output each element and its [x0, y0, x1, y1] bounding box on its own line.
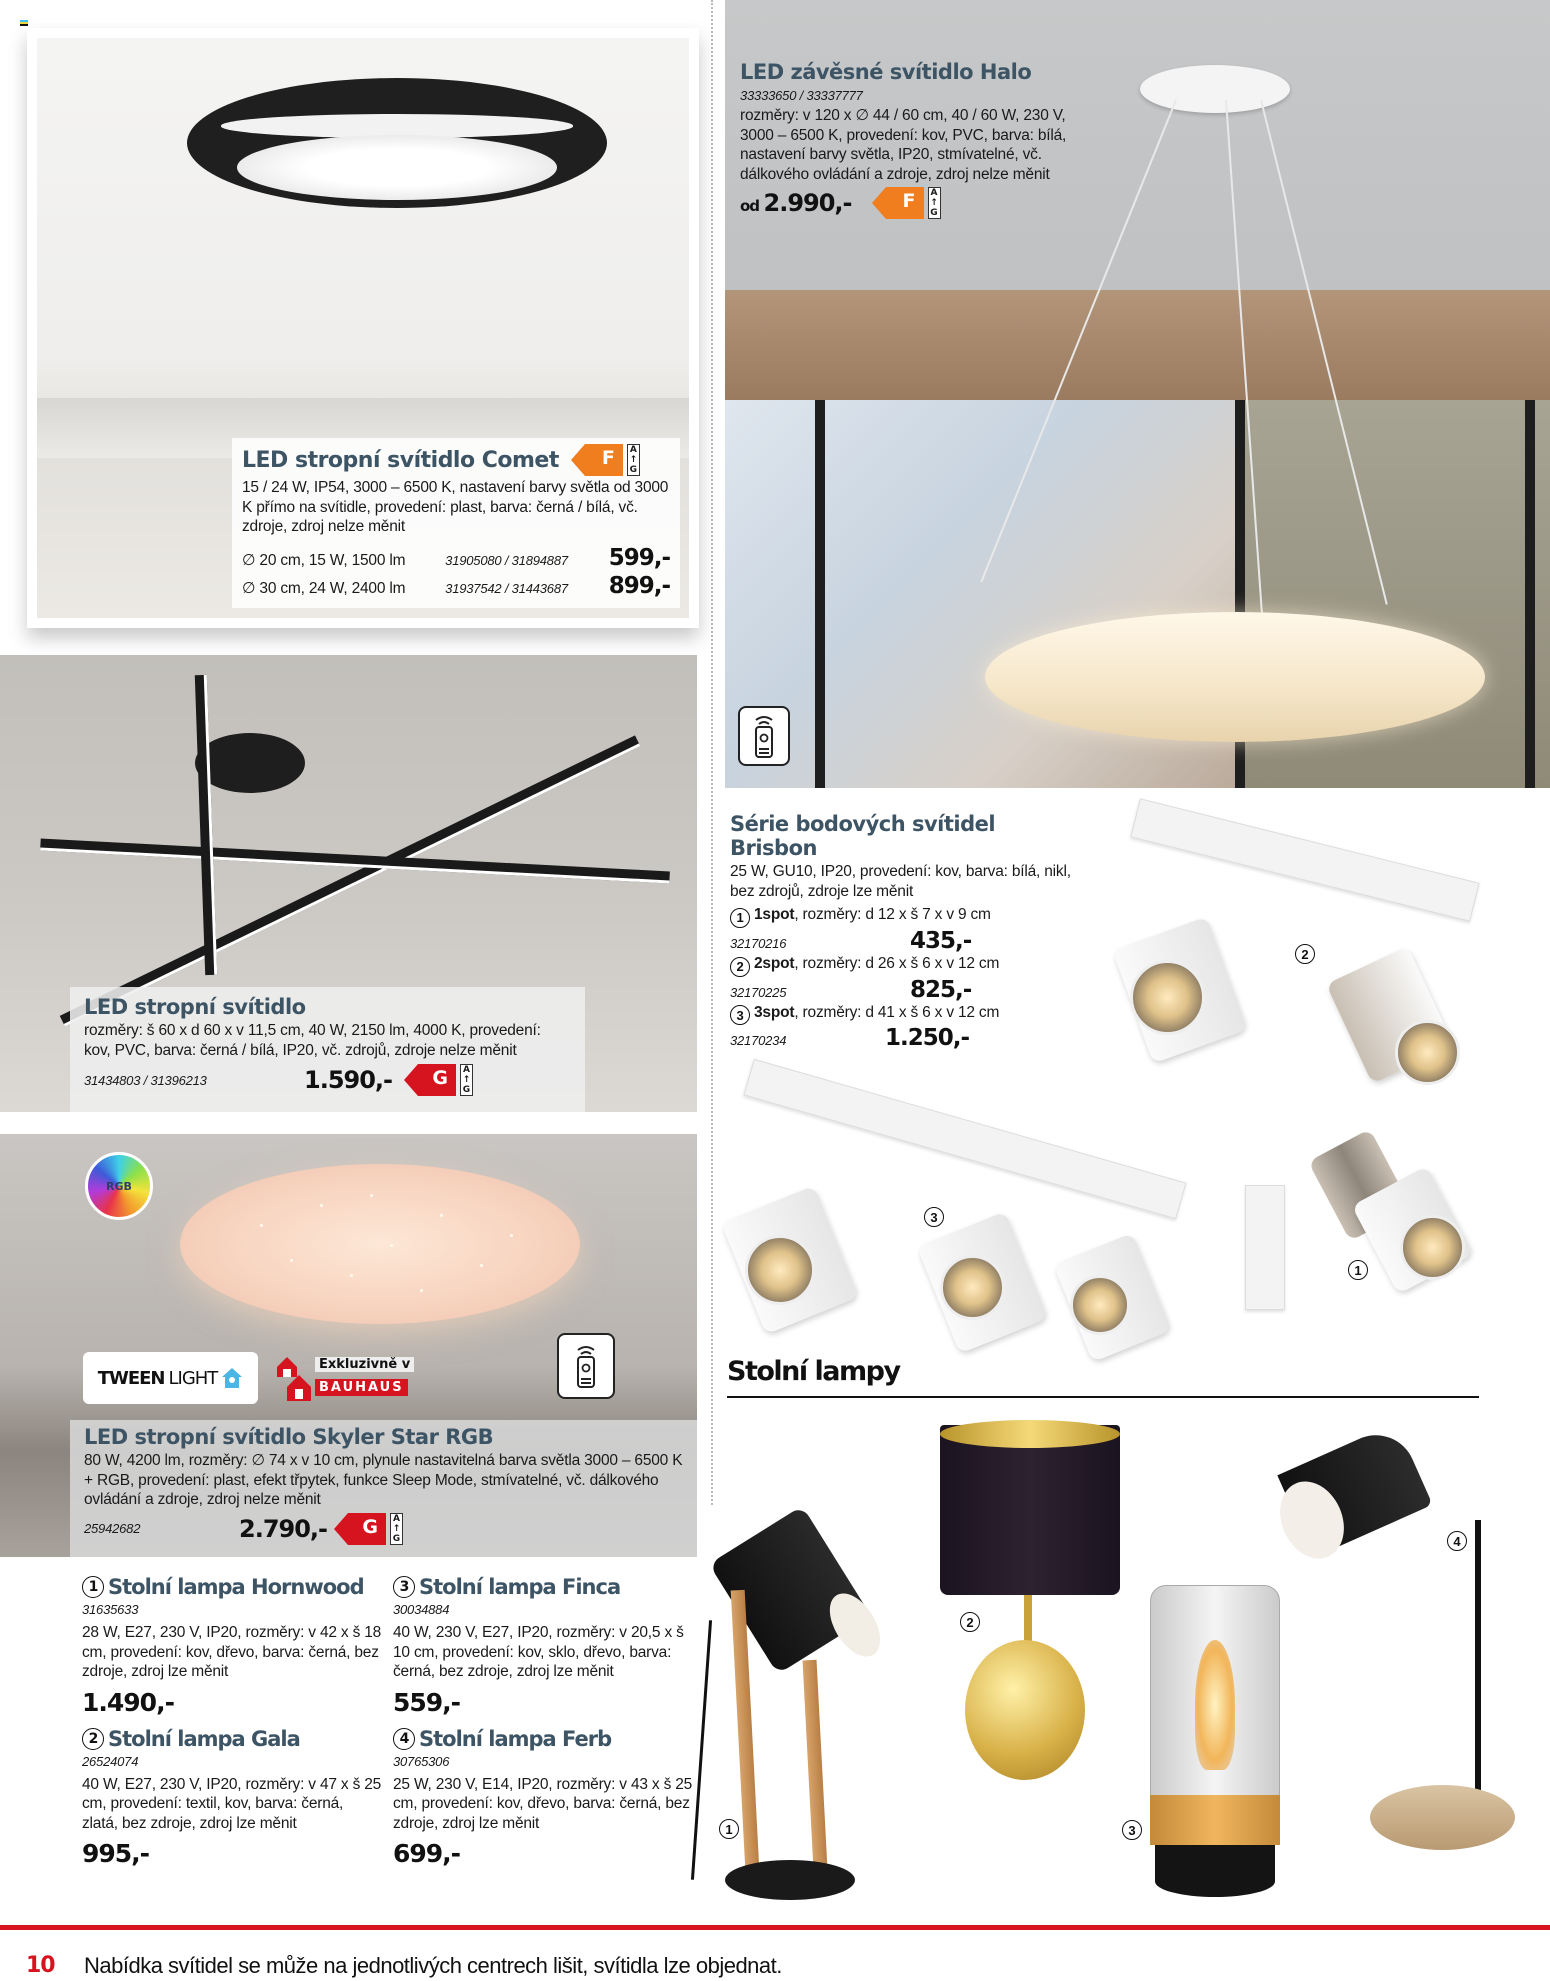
comet-lamp-illustration: [187, 78, 607, 208]
variant-name: 3spot: [754, 1003, 795, 1021]
variant-size: ∅ 30 cm, 24 W, 2400 lm: [242, 579, 406, 597]
tween-light-logo: TWEEN LIGHT: [83, 1352, 258, 1404]
product-code: 31434803 / 31396213: [84, 1072, 207, 1088]
product-specs: 40 W, E27, 230 V, IP20, rozměry: v 47 x š 25 cm, provedení: textil, kov, barva: černá, zlatá, bez zdroje, zdroj lze měnit: [82, 1775, 382, 1832]
energy-label: F A ↑ G: [872, 187, 941, 219]
variant-dims: , rozměry: d 12 x š 7 x v 9 cm: [794, 906, 991, 923]
product-code: 30765306: [393, 1753, 450, 1769]
number-marker: 4: [393, 1728, 415, 1750]
comet-info-box: [232, 438, 680, 608]
product-title: Série bodových svítidel Brisbon: [730, 812, 996, 860]
price-block: [740, 189, 852, 217]
ceiling-lamp-info: [70, 987, 585, 1112]
product-code: 31635633: [82, 1602, 139, 1617]
brisbon-info: [730, 812, 1080, 1051]
halo-info: [730, 60, 1110, 219]
variant: [730, 1003, 1080, 1052]
price: 825,-: [910, 976, 972, 1003]
table-lamp-item: [393, 1727, 693, 1869]
number-marker: 4: [1447, 1531, 1467, 1551]
table-lamp-item: [82, 1727, 382, 1869]
table-lamp-column-right: [393, 1575, 693, 1868]
number-marker: 1: [719, 1819, 739, 1839]
product-code: 30034884: [393, 1602, 450, 1617]
bauhaus-house-icon: [275, 1355, 313, 1401]
product-title: Stolní lampa Ferb: [419, 1726, 612, 1751]
product-code: 26524074: [82, 1753, 139, 1769]
energy-label: G A ↑ G: [404, 1064, 473, 1096]
variant: [730, 954, 1080, 1003]
product-specs: 25 W, 230 V, E14, IP20, rozměry: v 43 x š 25 cm, provedení: kov, dřevo, barva: černá, bez zdroje, zdroj lze měnit: [393, 1775, 693, 1832]
product-specs: 80 W, 4200 lm, rozměry: ∅ 74 x v 10 cm, plynule nastavitelná barva světla 3000 – 6500 K + RGB, provedení: plast, efekt třpytek, funkce Sleep Mode, stmívatelné, vč. dálkového ovládání a zdroje, zdroj nelze měnit: [84, 1452, 683, 1508]
page-number: 10: [26, 1953, 55, 1978]
rgb-badge: RGB: [85, 1152, 153, 1220]
remote-control-icon: [557, 1333, 615, 1399]
remote-control-icon: [738, 706, 790, 766]
number-marker: 3: [924, 1207, 944, 1227]
product-title: LED závěsné svítidlo Halo: [740, 60, 1032, 84]
number-marker: 3: [393, 1576, 415, 1598]
product-code: 25942682: [84, 1521, 141, 1536]
number-marker: 3: [1122, 1820, 1142, 1840]
variant-size: ∅ 20 cm, 15 W, 1500 lm: [242, 551, 406, 569]
variant-row: [242, 545, 670, 571]
price: 435,-: [910, 927, 972, 954]
number-marker: 3: [730, 1005, 750, 1025]
price: 699,-: [393, 1839, 461, 1868]
number-marker: 2: [82, 1728, 104, 1750]
variant: [730, 905, 1080, 954]
product-title: Stolní lampa Finca: [419, 1575, 621, 1599]
footer-divider: [0, 1925, 1550, 1930]
number-marker: 2: [1295, 944, 1315, 964]
product-title: Stolní lampa Hornwood: [108, 1575, 364, 1599]
energy-scale: A ↑ G: [460, 1064, 473, 1096]
halo-ring-lamp: [985, 612, 1485, 742]
product-title: LED stropní svítidlo Comet: [242, 447, 559, 473]
product-specs: 25 W, GU10, IP20, provedení: kov, barva: bílá, nikl, bez zdrojů, zdroje lze měnit: [730, 863, 1071, 900]
section-divider: [727, 1396, 1479, 1398]
price: 1.590,-: [304, 1066, 392, 1094]
number-marker: 1: [1348, 1260, 1368, 1280]
smart-home-icon: [221, 1367, 243, 1389]
column-divider: [711, 0, 713, 1505]
product-code: 32170234: [730, 1033, 787, 1049]
price: 559,-: [393, 1687, 461, 1717]
product-code: 31905080 / 31894887: [445, 552, 568, 568]
star-lamp-disc: [180, 1164, 580, 1324]
product-code: 33333650 / 33337777: [740, 88, 863, 103]
table-lamp-column-left: [82, 1575, 382, 1868]
price: 2.790,-: [239, 1514, 327, 1543]
halo-canopy: [1140, 65, 1290, 113]
variant-name: 2spot: [754, 954, 795, 972]
variant-row: [242, 573, 670, 599]
product-specs: 15 / 24 W, IP54, 3000 – 6500 K, nastavení barvy světla od 3000 K přímo na svítidle, provedení: plast, barva: černá / bílá, vč. zdroje, zdroj nelze měnit: [242, 479, 669, 535]
footer-note: Nabídka svítidel se může na jednotlivých centrech lišit, svítidla lze objednat.: [84, 1953, 782, 1978]
product-specs: rozměry: v 120 x ∅ 44 / 60 cm, 40 / 60 W, 230 V, 3000 – 6500 K, provedení: kov, PVC, barva: bílá, nastavení barvy světla, IP20, stmívatelné, vč. dálkového ovládání a zdroje, zdroj nelze měnit: [740, 107, 1067, 183]
bauhaus-exclusive-badge: Exkluzivně v BAUHAUS: [275, 1355, 425, 1403]
price: 899,-: [608, 572, 670, 599]
number-marker: 2: [960, 1612, 980, 1632]
section-title: Stolní lampy: [727, 1356, 900, 1387]
product-code: 32170225: [730, 984, 787, 1000]
energy-label: F A ↑ G: [571, 444, 640, 476]
number-marker: 2: [730, 957, 750, 977]
price: 2.990,-: [763, 189, 852, 217]
product-specs: 28 W, E27, 230 V, IP20, rozměry: v 42 x š 18 cm, provedení: kov, dřevo, barva: černá, bez zdroje, zdroj lze měnit: [82, 1624, 382, 1680]
print-registration-mark: [20, 20, 28, 28]
price: 599,-: [608, 544, 670, 571]
product-title: LED stropní svítidlo: [84, 995, 306, 1019]
price: 995,-: [82, 1839, 150, 1868]
product-title: Stolní lampa Gala: [108, 1726, 300, 1751]
price-prefix: od: [740, 197, 760, 215]
product-title: LED stropní svítidlo Skyler Star RGB: [84, 1425, 494, 1449]
lamp-arm: [195, 675, 217, 975]
product-specs: 40 W, 230 V, E27, IP20, rozměry: v 20,5 x š 10 cm, provedení: kov, sklo, dřevo, barva: černá, bez zdroje, zdroj lze měnit: [393, 1624, 684, 1680]
table-lamp-item: [393, 1575, 693, 1717]
number-marker: 1: [730, 908, 750, 928]
price: 1.490,-: [82, 1687, 174, 1717]
table-lamp-item: [82, 1575, 382, 1717]
energy-scale: A ↑ G: [928, 187, 941, 219]
variant-dims: , rozměry: d 41 x š 6 x v 12 cm: [794, 1003, 1000, 1021]
product-code: 31937542 / 31443687: [445, 580, 568, 596]
number-marker: 1: [82, 1576, 104, 1598]
skyler-info-box: [70, 1420, 697, 1557]
product-specs: rozměry: š 60 x d 60 x v 11,5 cm, 40 W, 2150 lm, 4000 K, provedení: kov, PVC, barva: černá / bílá, IP20, vč. zdrojů, zdroje nelze měnit: [84, 1022, 541, 1059]
variant-dims: , rozměry: d 26 x š 6 x v 12 cm: [794, 954, 1000, 972]
price: 1.250,-: [885, 1025, 970, 1052]
energy-scale: A ↑ G: [390, 1513, 403, 1545]
lamp-arm: [60, 735, 640, 1026]
variant-name: 1spot: [754, 906, 795, 923]
product-code: 32170216: [730, 935, 787, 951]
energy-label: G A ↑ G: [334, 1513, 403, 1545]
energy-scale: A ↑ G: [627, 444, 640, 476]
